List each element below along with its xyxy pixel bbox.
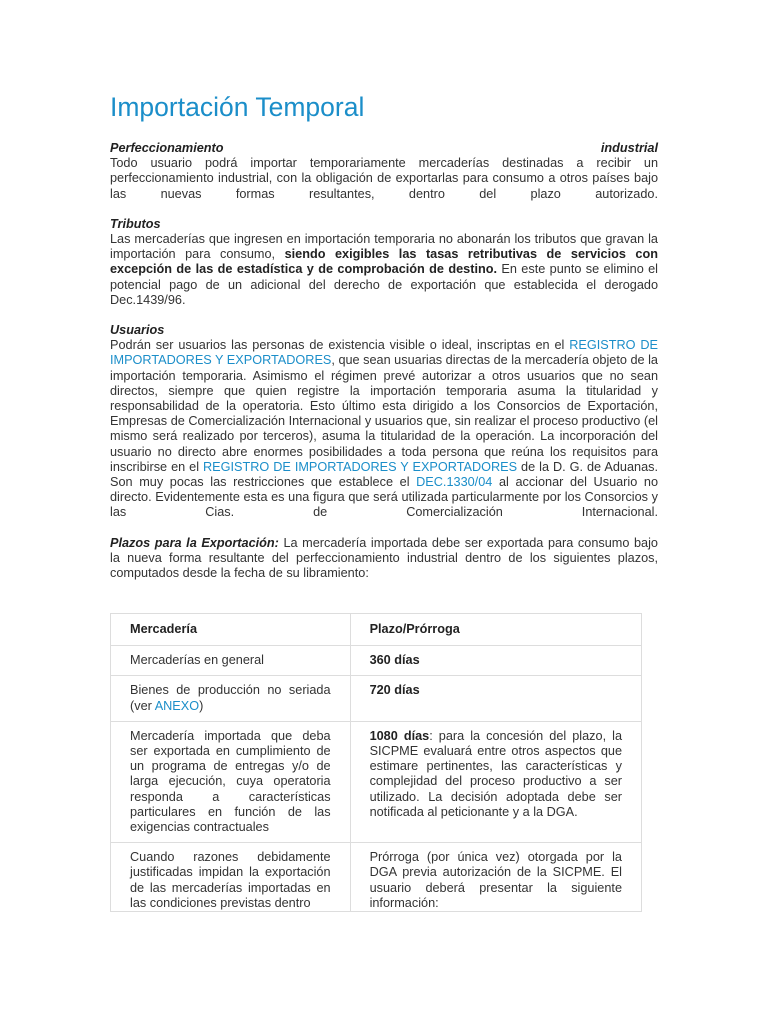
page-title: Importación Temporal (110, 92, 365, 122)
usuarios-text-2: , que sean usuarias directas de la mercadería objeto de la importación temporaria. Asimismo el régimen prevé autorizar a otros usuarios que no sean directos, siempre que quien registre la importación temporaria asuma la titularidad y responsabilidad de la operatoria. Esto último esta dirigido a los Consorcios de Exportación, Empresas de Comercialización Internacional y usuarios que, sin realizar el proceso productivo (el mismo será realizado por terceros), asuma la titularidad de la operación. La incorporación del usuario no directo abre enormes posibilidades a toda persona que reúna los requisitos para inscribirse en el (110, 353, 658, 474)
table-row (111, 721, 642, 842)
cell-text-end: ) (199, 698, 204, 713)
usuarios-text-3: de la D. G. de Aduanas. Son muy pocas las restricciones que establece el (110, 459, 658, 490)
usuarios-text-1: Podrán ser usuarios las personas de existencia visible o ideal, inscriptas en el (110, 338, 570, 353)
cell-plazo (350, 676, 641, 721)
section-heading-perfeccionamiento (110, 141, 658, 156)
header-plazo: Plazo/Prórroga (350, 614, 641, 646)
plazo-text: : para la concesión del plazo, la SICPME evaluará entre otros aspectos que estimare pertinentes, las características y complejidad del proceso productivo a ser utilizado. La decisión adoptada debe ser notificada al peticionante y a la DGA. (369, 728, 622, 819)
plazo-bold: 360 días (369, 653, 420, 668)
cell-mercaderia: Cuando razones debidamente justificadas impidan la exportación de las mercaderías importadas en las condiciones previstas dentro (111, 843, 351, 912)
plazo-bold: 720 días (369, 683, 420, 698)
cell-mercaderia: Mercaderías en general (111, 646, 351, 676)
heading-right: industrial (600, 141, 658, 155)
plazos-table (110, 613, 642, 912)
link-anexo[interactable]: ANEXO (154, 698, 200, 713)
cell-mercaderia: Mercadería importada que deba ser exportada en cumplimiento de un programa de entregas y/o de larga ejecución, cuya operatoria responda a características particulares en función de las exigencias contractuales (111, 721, 351, 842)
usuarios-text-4: al accionar del Usuario no directo. Evidentemente esta es una figura que será utilizada particularmente por los Consorcios y las Cias. de Comercialización Internacional. (110, 475, 659, 520)
paragraph-tributos (110, 232, 658, 308)
cell-mercaderia (111, 676, 351, 721)
paragraph-plazos (110, 536, 658, 582)
header-mercaderia: Mercadería (111, 614, 351, 646)
table-row (111, 843, 642, 912)
link-registro-2[interactable]: REGISTRO DE IMPORTADORES Y EXPORTADORES (203, 459, 518, 474)
table-row (111, 646, 642, 676)
cell-plazo (350, 721, 641, 842)
link-dec-1330[interactable]: DEC.1330/04 (416, 475, 493, 490)
tributos-text-b: En este punto se elimino el potencial pago de un adicional del derecho de exportación que establecida el derogado Dec.1439/96. (110, 262, 658, 307)
cell-plazo (350, 646, 641, 676)
section-heading-tributos: Tributos (110, 216, 161, 231)
paragraph-usuarios (110, 338, 658, 520)
plazo-bold: 1080 días (369, 728, 430, 743)
link-registro-1[interactable]: REGISTRO DE IMPORTADORES Y EXPORTADORES (110, 338, 658, 368)
cell-text: Bienes de producción no seriada (ver (130, 683, 331, 713)
table-header-row (111, 614, 642, 646)
cell-plazo: Prórroga (por única vez) otorgada por la DGA previa autorización de la SICPME. El usuario deberá presentar la siguiente información: (350, 843, 641, 912)
heading-left: Perfeccionamiento (110, 141, 224, 155)
section-heading-usuarios: Usuarios (110, 323, 165, 338)
document-body (110, 141, 658, 581)
table-row (111, 676, 642, 721)
tributos-bold: siendo exigibles las tasas retributivas de servicios con excepción de las de estadística y de comprobación de destino. (110, 247, 658, 277)
section-heading-plazos: Plazos para la Exportación: (110, 535, 279, 550)
tributos-text-a: Las mercaderías que ingresen en importación temporaria no abonarán los tributos que gravan la importación para consumo, (110, 232, 658, 262)
plazos-text: La mercadería importada debe ser exportada para consumo bajo la nueva forma resultante del perfeccionamiento industrial dentro de los siguientes plazos, computados desde la fecha de su libramiento: (110, 535, 658, 581)
paragraph-perfeccionamiento: Todo usuario podrá importar temporariamente mercaderías destinadas a recibir un perfeccionamiento industrial, con la obligación de exportarlas para consumo a otros países bajo las nuevas formas resultantes, dentro del plazo autorizado. (110, 156, 658, 201)
